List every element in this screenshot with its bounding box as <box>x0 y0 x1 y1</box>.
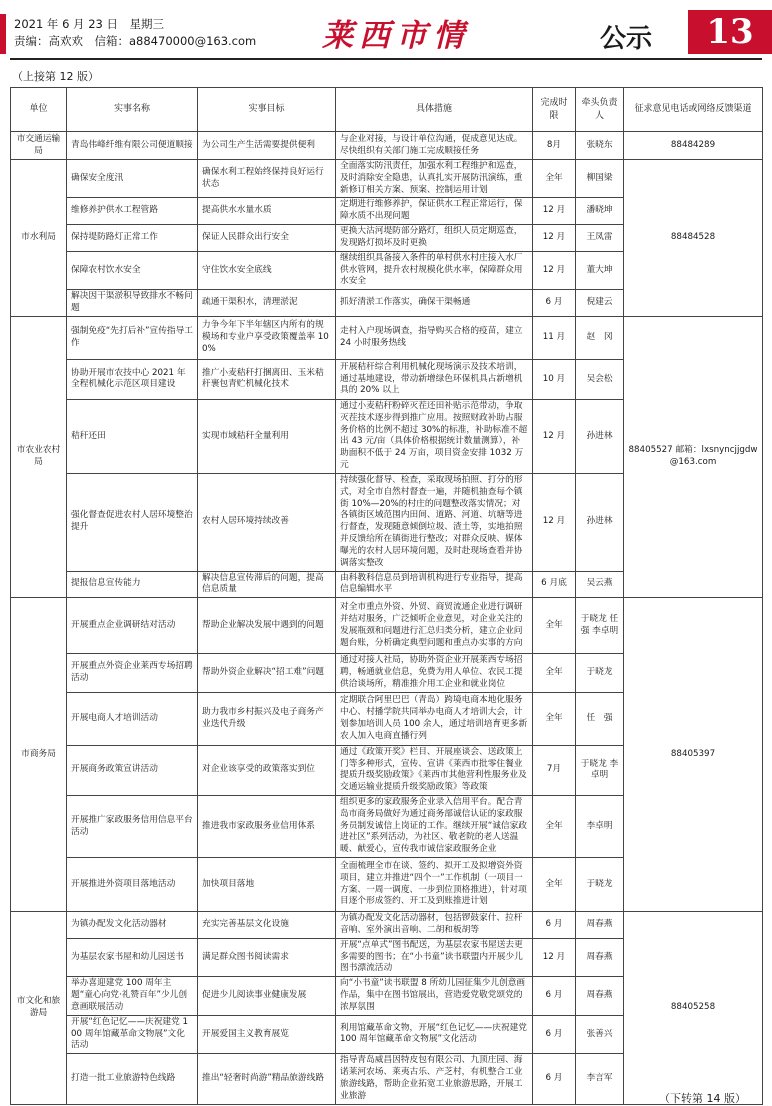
measures-cell: 定期进行维修养护，保证供水工程正常运行，保障水质不出现问题 <box>336 198 533 225</box>
item-cell: 协助开展市农技中心 2021 年全程机械化示范区项目建设 <box>67 359 198 399</box>
goal-cell: 推进我市家政服务业信用体系 <box>198 795 336 857</box>
measures-cell: 定期联合阿里巴巴（青岛）跨境电商本地化服务中心、村播学院共同举办电商人才培训大会，计划参加培训人员 100 余人，通过培训培育更多新农人加入电商直播行列 <box>336 692 533 745</box>
contact-cell: 88405397 <box>624 598 763 912</box>
header-measures: 具体措施 <box>336 88 533 132</box>
goal-cell: 开展爱国主义教育展览 <box>198 1015 336 1053</box>
leader-cell: 赵 冈 <box>576 316 624 359</box>
contact-cell: 88405258 <box>624 912 763 1104</box>
item-cell: 解决因干渠淤积导致排水不畅问题 <box>67 290 198 317</box>
continued-from-note: （上接第 12 版） <box>12 70 99 83</box>
page-number-badge: 13 <box>688 10 772 54</box>
deadline-cell: 6 月 <box>533 977 576 1015</box>
goal-cell: 帮助外资企业解决“招工难”问题 <box>198 654 336 692</box>
goal-cell: 为公司生产生活需要提供便利 <box>198 132 336 160</box>
contact-cell: 88405527 邮箱：lxsnyncjjgdw@163.com <box>624 316 763 597</box>
measures-cell: 抓好清淤工作落实，确保干渠畅通 <box>336 290 533 317</box>
deadline-cell: 全年 <box>533 692 576 745</box>
measures-cell: 通过小麦秸秆粉碎灭茬还田补贴示范带动，争取灭茬技术逐步得到推广应用。按照财政补助占服务价格的比例不超过 30%的标准，补助标准不超出 43 元/亩（具体价格根据统计数量测算），补助面积不低于 24 万亩，项目资金安排 1032 万元 <box>336 399 533 473</box>
goal-cell: 解决信息宣传滞后的问题，提高信息质量 <box>198 571 336 598</box>
item-cell: 开展商务政策宣讲活动 <box>67 745 198 795</box>
measures-cell: 指导青岛威昌因特皮包有限公司、九顶庄园、海诺莱河农场、莱夷古乐、产芝村，有机整合工业旅游线路，帮助企业拓宽工业旅游思路，开展工业旅游 <box>336 1054 533 1104</box>
measures-cell: 利用馆藏革命文物，开展“红色记忆——庆祝建党 100 周年馆藏革命文物展”文化活动 <box>336 1015 533 1053</box>
issue-date: 2021 年 6 月 23 日 星期三 <box>14 17 164 31</box>
deadline-cell: 12 月 <box>533 198 576 225</box>
page-header <box>0 0 772 58</box>
unit-cell: 市农业农村局 <box>11 316 67 597</box>
deadline-cell: 全年 <box>533 858 576 912</box>
item-cell: 开展推进外资项目落地活动 <box>67 858 198 912</box>
measures-cell: 与企业对接，与设计单位沟通，促成意见达成。尽快组织有关部门施工完成顺接任务 <box>336 132 533 160</box>
goal-cell: 实现市域秸秆全量利用 <box>198 399 336 473</box>
deadline-cell: 6 月 <box>533 290 576 317</box>
unit-cell: 市交通运输局 <box>11 132 67 160</box>
leader-cell: 吴云燕 <box>576 571 624 598</box>
leader-cell: 吴会松 <box>576 359 624 399</box>
item-cell: 确保安全度汛 <box>67 160 198 198</box>
table-body <box>11 132 763 1105</box>
leader-cell: 董大坤 <box>576 251 624 289</box>
leader-cell: 张善兴 <box>576 1015 624 1053</box>
leader-cell: 于晓龙 任 强 李卓明 <box>576 598 624 654</box>
measures-cell: 对全市重点外资、外贸、商贸流通企业进行调研并结对服务，广泛倾听企业意见，对企业关注的发展瓶颈和问题进行汇总归类分析，建立企业问题台账，分析确定典型问题和重点办实事的方向 <box>336 598 533 654</box>
leader-cell: 潘晓坤 <box>576 198 624 225</box>
header-divider <box>10 58 762 60</box>
deadline-cell: 全年 <box>533 160 576 198</box>
unit-cell: 市水利局 <box>11 160 67 317</box>
public-notice-table <box>10 87 763 1105</box>
header-contact: 征求意见电话或网络反馈渠道 <box>624 88 763 132</box>
measures-cell: 持续强化督导、检查，采取现场拍照、打分的形式，对全市自然村督查一遍，并随机抽查每个镇街 10%—20%的村庄的问题整改落实情况；对各镇街区域范围内田间、道路、河道、坑塘等进行督查，发现随意倾倒垃圾、渣土等，实地拍照并反馈给所在镇街进行整改；对群众反映、媒体曝光的农村人居环境问题，及时赴现场查看并协调落实整改 <box>336 473 533 571</box>
deadline-cell: 6 月 <box>533 1054 576 1104</box>
item-cell: 提报信息宣传能力 <box>67 571 198 598</box>
deadline-cell: 12 月 <box>533 251 576 289</box>
section-title: 公示 <box>600 24 653 54</box>
leader-cell: 孙进林 <box>576 473 624 571</box>
header-item: 实事名称 <box>67 88 198 132</box>
item-cell: 秸秆还田 <box>67 399 198 473</box>
deadline-cell: 12 月 <box>533 473 576 571</box>
deadline-cell: 6 月底 <box>533 571 576 598</box>
measures-cell: 更换大沽河堤防部分路灯，组织人员定期巡查，发现路灯损坏及时更换 <box>336 225 533 252</box>
deadline-cell: 6 月 <box>533 912 576 939</box>
goal-cell: 促进少儿阅读事业健康发展 <box>198 977 336 1015</box>
leader-cell: 李卓明 <box>576 795 624 857</box>
leader-cell: 倪建云 <box>576 290 624 317</box>
table-row <box>11 912 763 939</box>
contact-cell: 88484289 <box>624 132 763 160</box>
goal-cell: 力争今年下半年辖区内所有的规模场和专业户享受政策覆盖率 100% <box>198 316 336 359</box>
deadline-cell: 12 月 <box>533 225 576 252</box>
deadline-cell: 12 月 <box>533 938 576 976</box>
table-row <box>11 316 763 359</box>
leader-cell: 李言军 <box>576 1054 624 1104</box>
leader-cell: 王凤雷 <box>576 225 624 252</box>
header-goal: 实事目标 <box>198 88 336 132</box>
measures-cell: 组织更多的家政服务企业录入信用平台。配合青岛市商务局做好为通过商务部诚信认证的家政服务员制发诚信上岗证的工作。继续开展“诚信家政进社区”系列活动，为社区、敬老院的老人送温暖、献爱心，宣传我市诚信家政服务企业 <box>336 795 533 857</box>
measures-cell: 通过《政策开奖》栏目、开展座谈会、送政策上门等多种形式，宣传、宣讲《莱西市批零住餐业提质升级奖励政策》《莱西市其他营利性服务业及交通运输业提质升级奖励政策》等政策 <box>336 745 533 795</box>
item-cell: 强化督查促进农村人居环境整治提升 <box>67 473 198 571</box>
measures-cell: 全面梳理全市在谈、签约、拟开工及拟增资外资项目，建立并推进“四个一”工作机制（一项目一方案、一周一调度、一步到位顶格推进），针对项目逐个形成签约、开工及到账推进计划 <box>336 858 533 912</box>
item-cell: 保持堤防路灯正常工作 <box>67 225 198 252</box>
leader-cell: 于晓龙 <box>576 858 624 912</box>
header-unit: 单位 <box>11 88 67 132</box>
item-cell: 举办喜迎建党 100 周年主题“童心向党·礼赞百年”少儿创意画联展活动 <box>67 977 198 1015</box>
leader-cell: 于晓龙 <box>576 654 624 692</box>
goal-cell: 帮助企业解决发展中遇到的问题 <box>198 598 336 654</box>
item-cell: 青岛伟峰纤维有限公司便道顺接 <box>67 132 198 160</box>
deadline-cell: 6 月 <box>533 1015 576 1053</box>
table-header-row <box>11 88 763 132</box>
measures-cell: 为镇办配发文化活动器材，包括锣鼓家什、拉杆音响、室外演出音响、二胡和板胡等 <box>336 912 533 939</box>
leader-cell: 柳国梁 <box>576 160 624 198</box>
table-row <box>11 160 763 198</box>
measures-cell: 全面落实防汛责任，加强水利工程维护和巡查，及时消除安全隐患，认真扎实开展防汛演练，重新修订相关方案、预案、控制运用计划 <box>336 160 533 198</box>
goal-cell: 保证人民群众出行安全 <box>198 225 336 252</box>
newspaper-masthead: 莱西市情 <box>322 18 470 54</box>
header-leader: 牵头负责人 <box>576 88 624 132</box>
measures-cell: 由科教科信息员到培训机构进行专业指导，提高信息编辑水平 <box>336 571 533 598</box>
goal-cell: 守住饮水安全底线 <box>198 251 336 289</box>
item-cell: 打造一批工业旅游特色线路 <box>67 1054 198 1104</box>
goal-cell: 提高供水水量水质 <box>198 198 336 225</box>
deadline-cell: 11 月 <box>533 316 576 359</box>
item-cell: 为基层农家书屋和幼儿园送书 <box>67 938 198 976</box>
goal-cell: 推出“轻奢时尚游”精品旅游线路 <box>198 1054 336 1104</box>
item-cell: 强制免疫“先打后补”宣传指导工作 <box>67 316 198 359</box>
leader-cell: 周春燕 <box>576 938 624 976</box>
unit-cell: 市商务局 <box>11 598 67 912</box>
deadline-cell: 10 月 <box>533 359 576 399</box>
measures-cell: 开展“点单式”图书配送，为基层农家书屋送去更多需要的图书；在“小书童”读书联盟内开展少儿图书漂流活动 <box>336 938 533 976</box>
deadline-cell: 全年 <box>533 598 576 654</box>
table-row <box>11 132 763 160</box>
editor-info: 责编：高欢欢 信箱：a88470000@163.com <box>14 34 257 48</box>
goal-cell: 对企业该享受的政策落实到位 <box>198 745 336 795</box>
leader-cell: 任 强 <box>576 692 624 745</box>
deadline-cell: 7月 <box>533 745 576 795</box>
continued-to-note: （下转第 14 版） <box>659 1092 746 1105</box>
leader-cell: 于晓龙 李卓明 <box>576 745 624 795</box>
leader-cell: 周春燕 <box>576 912 624 939</box>
item-cell: 开展电商人才培训活动 <box>67 692 198 745</box>
deadline-cell: 12 月 <box>533 399 576 473</box>
goal-cell: 满足群众图书阅读需求 <box>198 938 336 976</box>
item-cell: 维修养护供水工程管路 <box>67 198 198 225</box>
header-deadline: 完成时限 <box>533 88 576 132</box>
item-cell: 为镇办配发文化活动器材 <box>67 912 198 939</box>
item-cell: 开展重点外资企业莱西专场招聘活动 <box>67 654 198 692</box>
item-cell: 开展“红色记忆——庆祝建党 100 周年馆藏革命文物展”文化活动 <box>67 1015 198 1053</box>
deadline-cell: 全年 <box>533 795 576 857</box>
goal-cell: 确保水利工程始终保持良好运行状态 <box>198 160 336 198</box>
deadline-cell: 全年 <box>533 654 576 692</box>
leader-cell: 周春燕 <box>576 977 624 1015</box>
contact-cell: 88484528 <box>624 160 763 317</box>
leader-cell: 孙进林 <box>576 399 624 473</box>
item-cell: 开展推广家政服务信用信息平台活动 <box>67 795 198 857</box>
measures-cell: 开展秸秆综合利用机械化现场演示及技术培训，通过基地建设，带动新增绿色环保机具占新增机具的 20% 以上 <box>336 359 533 399</box>
measures-cell: 继续组织具备接入条件的单村供水村庄接入水厂供水管网，提升农村规模化供水率，保障群众用水安全 <box>336 251 533 289</box>
unit-cell: 市文化和旅游局 <box>11 912 67 1104</box>
deadline-cell: 8月 <box>533 132 576 160</box>
measures-cell: 走村入户现场调查，指导购买合格的疫苗，建立 24 小时服务热线 <box>336 316 533 359</box>
header-accent-bar <box>0 14 6 54</box>
item-cell: 保障农村饮水安全 <box>67 251 198 289</box>
goal-cell: 充实完善基层文化设施 <box>198 912 336 939</box>
goal-cell: 农村人居环境持续改善 <box>198 473 336 571</box>
goal-cell: 推广小麦秸秆打捆离田、玉米秸秆裹包青贮机械化技术 <box>198 359 336 399</box>
measures-cell: 向“小书童”读书联盟 8 所幼儿园征集少儿创意画作品，集中在图书馆展出，营造爱党敬党颂党的浓厚氛围 <box>336 977 533 1015</box>
goal-cell: 疏通干渠积水，清理淤泥 <box>198 290 336 317</box>
measures-cell: 通过对接人社局，协助外资企业开展莱西专场招聘，畅通就业信息，免费为用人单位、农民工提供洽谈场所，精准推介用工企业和就业岗位 <box>336 654 533 692</box>
goal-cell: 加快项目落地 <box>198 858 336 912</box>
goal-cell: 助力我市乡村振兴及电子商务产业迭代升级 <box>198 692 336 745</box>
leader-cell: 张晓东 <box>576 132 624 160</box>
item-cell: 开展重点企业调研结对活动 <box>67 598 198 654</box>
table-row <box>11 598 763 654</box>
